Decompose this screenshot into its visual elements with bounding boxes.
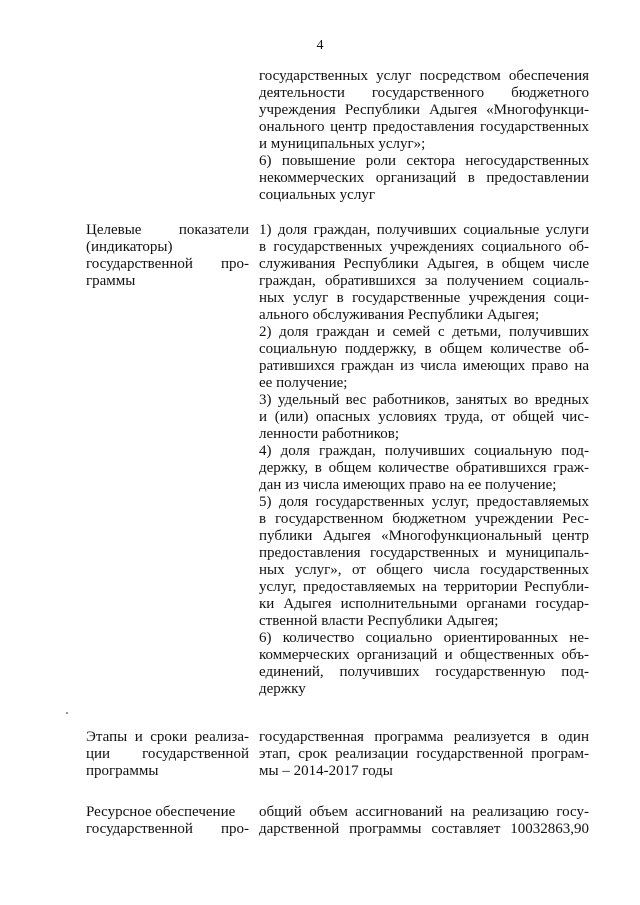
text-line: держку	[259, 681, 306, 697]
label-line: Ресурсное обеспечение	[86, 804, 236, 820]
text-line: социальных услуг	[259, 187, 375, 203]
label-line: государственной про-	[86, 821, 249, 837]
text-line: единений, получивших государственную под-	[259, 664, 589, 680]
text-line: 1) доля граждан, получивших социальные услуги	[259, 222, 589, 238]
text-line: ратившихся граждан из числа имеющих право на	[259, 358, 589, 374]
text-line: 6) повышение роли сектора негосударственных	[259, 153, 589, 169]
text-line: и муниципальных услуг»;	[259, 136, 426, 152]
stages-label	[86, 729, 249, 780]
stages-text	[259, 729, 589, 780]
text-line: 3) удельный вес работников, занятых во вредных	[259, 392, 589, 408]
text-line: ственной власти Республики Адыгея;	[259, 613, 499, 629]
text-line: 5) доля государственных услуг, предоставляемых	[259, 494, 589, 510]
text-line: ных услуг в государственные учреждения соци-	[259, 290, 589, 306]
text-line: социальную поддержку, в общем количестве об-	[259, 341, 589, 357]
scan-speck	[66, 712, 68, 714]
text-line: учреждения Республики Адыгея «Многофункци-	[259, 102, 589, 118]
text-line: онального центр предоставления государственных	[259, 119, 589, 135]
text-line: некоммерческих организаций в предоставлении	[259, 170, 589, 186]
label-line: (индикаторы)	[86, 239, 173, 255]
label-line: государственной про-	[86, 256, 249, 272]
text-line: граждан, обратившихся за получением социаль-	[259, 273, 589, 289]
label-line: граммы	[86, 273, 136, 289]
text-line: в государственных учреждениях социального об-	[259, 239, 589, 255]
resources-text	[259, 804, 589, 838]
text-line: этап, срок реализации государственной програм-	[259, 746, 589, 762]
text-line: ки Адыгея исполнительными органами государ-	[259, 596, 589, 612]
text-line: дан из числа имеющих право на ее получение;	[259, 477, 557, 493]
text-line: и (или) опасных условиях труда, от общей чис-	[259, 409, 589, 425]
text-line: предоставления государственных и муниципаль-	[259, 545, 589, 561]
label-line: программы	[86, 763, 159, 779]
text-line: общий объем ассигнований на реализацию госу-	[259, 804, 589, 820]
text-line: ных услуг», от общего числа государственных	[259, 562, 589, 578]
text-line: служивания Республики Адыгея, в общем числе	[259, 256, 589, 272]
text-line: ального обслуживания Республики Адыгея;	[259, 307, 540, 323]
text-line: 6) количество социально ориентированных не-	[259, 630, 589, 646]
text-line: в государственном бюджетном учреждении Рес-	[259, 511, 589, 527]
top-section-text	[259, 68, 589, 204]
text-line: ленности работников;	[259, 426, 400, 442]
text-line: публики Адыгея «Многофункциональный центр	[259, 528, 589, 544]
text-line: дарственной программы составляет 10032863,90	[259, 821, 589, 837]
text-line: коммерческих организаций и общественных объ-	[259, 647, 589, 663]
label-line: Целевые показатели	[86, 222, 249, 238]
text-line: государственная программа реализуется в один	[259, 729, 589, 745]
text-line: деятельности государственного бюджетного	[259, 85, 589, 101]
text-line: ее получение;	[259, 375, 348, 391]
label-line: ции государственной	[86, 746, 249, 762]
resources-label	[86, 804, 249, 838]
targets-text	[259, 222, 589, 698]
text-line: услуг, предоставляемых на территории Республи-	[259, 579, 589, 595]
label-line: Этапы и сроки реализа-	[86, 729, 249, 745]
text-line: государственных услуг посредством обеспечения	[259, 68, 589, 84]
page-number: 4	[316, 38, 324, 53]
text-line: мы – 2014-2017 годы	[259, 763, 393, 779]
text-line: 2) доля граждан и семей с детьми, получивших	[259, 324, 589, 340]
text-line: 4) доля граждан, получивших социальную под-	[259, 443, 589, 459]
targets-label	[86, 222, 249, 290]
text-line: держку, в общем количестве обратившихся граж-	[259, 460, 589, 476]
